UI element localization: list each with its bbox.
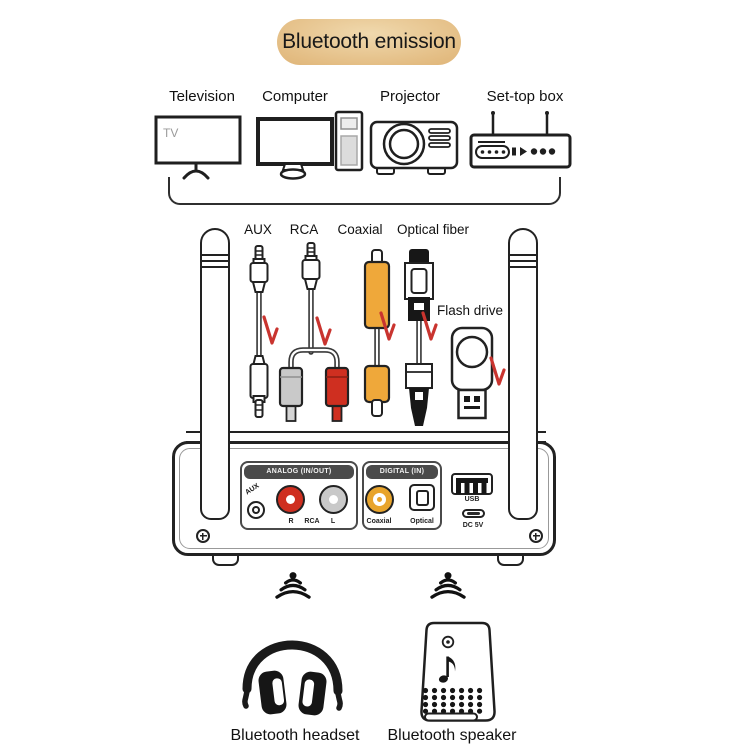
cable-label-optical-fiber: Optical fiber bbox=[396, 222, 470, 237]
rca-port-left bbox=[319, 485, 348, 514]
usb-port-label: USB bbox=[464, 496, 480, 503]
left-channel-label: L bbox=[330, 518, 336, 525]
analog-section-header: ANALOG (IN/OUT) bbox=[244, 465, 354, 479]
source-label-settopbox: Set-top box bbox=[486, 88, 564, 105]
source-label-television: Television bbox=[169, 88, 235, 105]
usb-port bbox=[451, 473, 493, 495]
aux-cable-icon bbox=[251, 246, 268, 417]
analog-section bbox=[240, 461, 358, 530]
wireless-signal-icon bbox=[274, 571, 312, 604]
optical-port-label: Optical bbox=[410, 518, 434, 525]
television-icon bbox=[156, 117, 240, 178]
group-bracket bbox=[168, 177, 561, 205]
rca-cable-icon bbox=[280, 243, 348, 421]
coaxial-port-label: Coaxial bbox=[366, 518, 392, 525]
bluetooth-headset-icon bbox=[238, 614, 350, 720]
flash-drive-icon bbox=[452, 328, 492, 418]
title-banner bbox=[277, 19, 461, 65]
screw-icon bbox=[196, 529, 210, 543]
bluetooth-speaker-icon bbox=[408, 620, 508, 724]
optical-port bbox=[409, 484, 435, 511]
coaxial-cable-icon bbox=[365, 250, 389, 416]
set-top-box-icon bbox=[471, 111, 570, 167]
power-port-label: DC 5V bbox=[462, 522, 484, 529]
cable-label-flash-drive: Flash drive bbox=[436, 303, 504, 318]
projector-icon bbox=[371, 122, 457, 174]
cables-graphic bbox=[230, 240, 522, 450]
aux-port bbox=[247, 501, 265, 519]
rca-port-right bbox=[276, 485, 305, 514]
cable-label-rca: RCA bbox=[289, 222, 319, 237]
title-text: Bluetooth emission bbox=[282, 30, 456, 53]
optical-cable-icon bbox=[405, 249, 433, 426]
coaxial-port bbox=[365, 485, 394, 514]
screw-icon bbox=[529, 529, 543, 543]
cable-label-coaxial: Coaxial bbox=[337, 222, 383, 237]
digital-section-header: DIGITAL (IN) bbox=[366, 465, 438, 479]
output-label-speaker: Bluetooth speaker bbox=[387, 727, 517, 744]
computer-icon bbox=[258, 112, 362, 179]
aux-port-label: AUX bbox=[244, 482, 261, 497]
right-channel-label: R bbox=[288, 518, 294, 525]
wireless-signal-icon bbox=[429, 571, 467, 604]
source-label-projector: Projector bbox=[379, 88, 441, 105]
down-arrow-icon bbox=[317, 318, 330, 344]
digital-section bbox=[362, 461, 442, 530]
cable-label-aux: AUX bbox=[244, 222, 272, 237]
usb-c-power-port bbox=[462, 509, 485, 518]
tv-screen-text: TV bbox=[163, 126, 179, 140]
down-arrow-icon bbox=[264, 317, 277, 343]
source-devices-graphic bbox=[140, 105, 600, 185]
left-antenna-icon bbox=[200, 228, 230, 520]
right-antenna-icon bbox=[508, 228, 538, 520]
source-label-computer: Computer bbox=[262, 88, 328, 105]
rca-label: RCA bbox=[304, 518, 320, 525]
output-label-headset: Bluetooth headset bbox=[230, 727, 360, 744]
